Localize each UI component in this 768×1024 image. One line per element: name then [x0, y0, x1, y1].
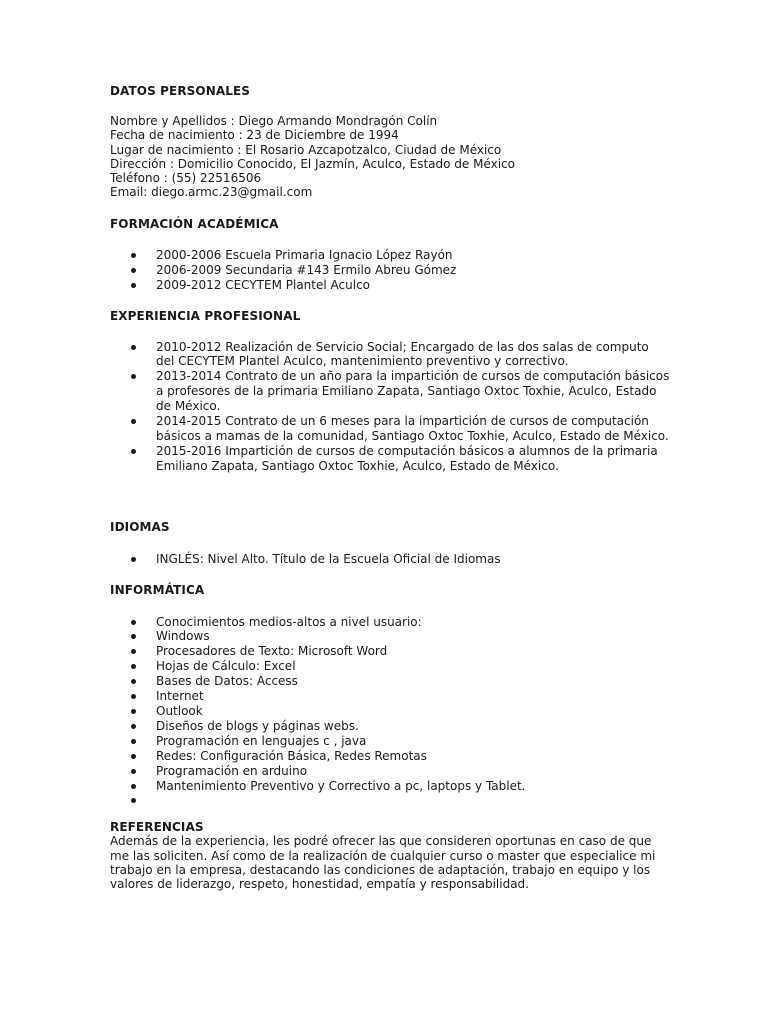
- personal-phone-line: Teléfono : (55) 22516506: [110, 171, 262, 186]
- bullet-icon: [131, 419, 136, 424]
- list-item: Programación en lenguajes c , java: [110, 734, 670, 749]
- list-item: 2014-2015 Contrato de un 6 meses para la impartición de cursos de computación básicos a mamas de la comunidad, Santiago Oxtoc Toxhie, Aculco, Estado de México.: [110, 414, 670, 444]
- list-item: Programación en arduino: [110, 764, 670, 779]
- list-item: [110, 793, 670, 808]
- languages-heading: IDIOMAS: [110, 519, 170, 534]
- list-item: Windows: [110, 629, 670, 644]
- personal-data-section: [110, 84, 670, 200]
- list-item: Internet: [110, 689, 670, 704]
- bullet-icon: [131, 268, 136, 273]
- bullet-icon: [131, 739, 136, 744]
- education-section: [110, 217, 670, 293]
- computing-section: [110, 583, 670, 809]
- bullet-icon: [131, 724, 136, 729]
- languages-list: [110, 552, 670, 567]
- list-item: Hojas de Cálculo: Excel: [110, 659, 670, 674]
- bullet-icon: [131, 769, 136, 774]
- experience-list: [110, 340, 670, 474]
- personal-name-line: Nombre y Apellidos : Diego Armando Mondragón Colín: [110, 114, 438, 128]
- list-item: 2015-2016 Impartición de cursos de computación básicos a alumnos de la primaria Emiliano Zapata, Santiago Oxtoc Toxhie, Aculco, Estado de México.: [110, 444, 670, 474]
- experience-heading: EXPERIENCIA PROFESIONAL: [110, 308, 301, 323]
- bullet-icon: [131, 557, 136, 562]
- experience-section: [110, 309, 670, 474]
- references-paragraph: Además de la experiencia, les podré ofrecer las que consideren oportunas en caso de que me las soliciten. Así como de la realización de cualquier curso o master que especialice mi trabajo en la empresa, destacando las condiciones de adaptación, trabajo en equipo y los valores de liderazgo, respeto, honestidad, empatía y responsabilidad.: [110, 834, 656, 892]
- bullet-icon: [131, 798, 136, 803]
- bullet-icon: [131, 664, 136, 669]
- personal-data-heading: DATOS PERSONALES: [110, 84, 251, 98]
- list-item: Bases de Datos: Access: [110, 674, 670, 689]
- list-item: Procesadores de Texto: Microsoft Word: [110, 644, 670, 659]
- cv-document: [110, 84, 670, 892]
- bullet-icon: [131, 679, 136, 684]
- list-item: 2000-2006 Escuela Primaria Ignacio López Rayón: [110, 248, 670, 263]
- list-item: 2010-2012 Realización de Servicio Social; Encargado de las dos salas de computo del CECYTEM Plantel Aculco, mantenimiento preventivo y correctivo.: [110, 340, 670, 370]
- personal-birthdate-line: Fecha de nacimiento : 23 de Diciembre de 1994: [110, 128, 399, 143]
- personal-birthplace-line: Lugar de nacimiento : El Rosario Azcapotzalco, Ciudad de México: [110, 142, 502, 157]
- list-item: Mantenimiento Preventivo y Correctivo a pc, laptops y Tablet.: [110, 779, 670, 794]
- education-list: [110, 248, 670, 293]
- bullet-icon: [131, 709, 136, 714]
- references-section: [110, 820, 670, 891]
- list-item: INGLÉS: Nivel Alto. Título de la Escuela Oficial de Idiomas: [110, 552, 670, 567]
- bullet-icon: [131, 620, 136, 625]
- bullet-icon: [131, 283, 136, 288]
- bullet-icon: [131, 634, 136, 639]
- references-heading: REFERENCIAS: [110, 820, 204, 835]
- list-item: Diseños de blogs y páginas webs.: [110, 719, 670, 734]
- list-item: Redes: Configuración Básica, Redes Remotas: [110, 749, 670, 764]
- list-item: 2009-2012 CECYTEM Plantel Aculco: [110, 278, 670, 293]
- bullet-icon: [131, 449, 136, 454]
- languages-section: [110, 520, 670, 567]
- computing-heading: INFORMÁTICA: [110, 582, 205, 597]
- bullet-icon: [131, 374, 136, 379]
- bullet-icon: [131, 345, 136, 350]
- list-item: Outlook: [110, 704, 670, 719]
- bullet-icon: [131, 694, 136, 699]
- list-item: 2013-2014 Contrato de un año para la impartición de cursos de computación básicos a profesores de la primaria Emiliano Zapata, Santiago Oxtoc Toxhie, Aculco, Estado de México.: [110, 369, 670, 414]
- bullet-icon: [131, 754, 136, 759]
- list-item: 2006-2009 Secundaria #143 Ermilo Abreu Gómez: [110, 263, 670, 278]
- education-heading: FORMACIÓN ACADÉMICA: [110, 216, 279, 231]
- list-item: Conocimientos medios-altos a nivel usuario:: [110, 615, 670, 630]
- bullet-icon: [131, 784, 136, 789]
- bullet-icon: [131, 649, 136, 654]
- personal-address-line: Dirección : Domicilio Conocido, El Jazmín, Aculco, Estado de México: [110, 156, 515, 171]
- computing-list: [110, 615, 670, 809]
- bullet-icon: [131, 253, 136, 258]
- personal-email-line: Email: diego.armc.23@gmail.com: [110, 185, 313, 200]
